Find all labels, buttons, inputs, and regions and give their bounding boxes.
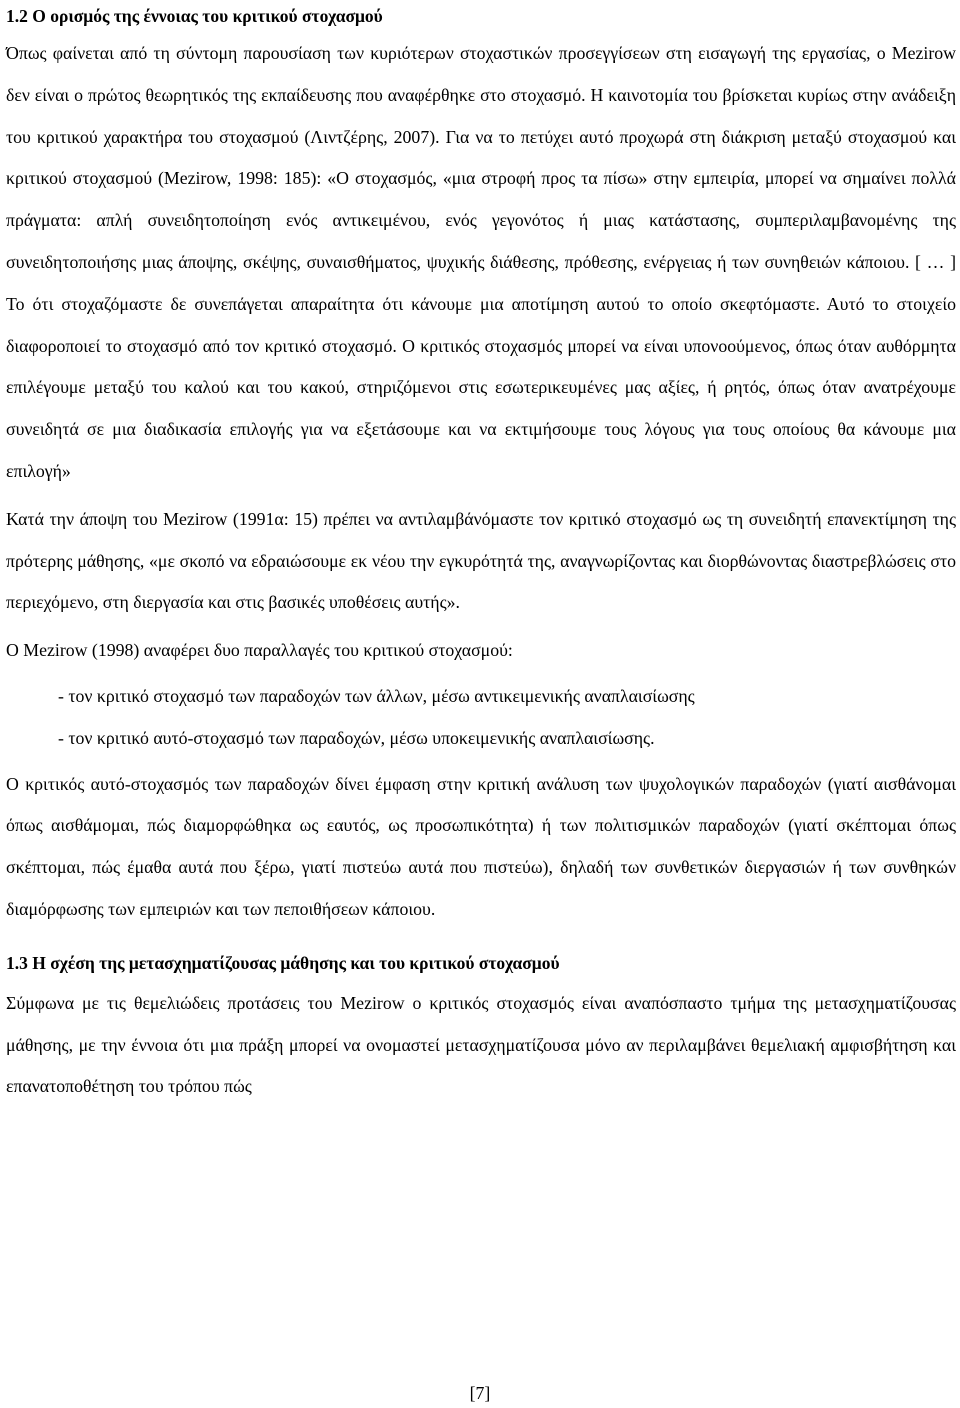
section-heading-1-3: 1.3 Η σχέση της μετασχηματίζουσας μάθησης και του κριτικού στοχασμού: [6, 952, 560, 973]
paragraph-definition: Όπως φαίνεται από τη σύντομη παρουσίαση των κυριότερων στοχαστικών προσεγγίσεων στη εισαγωγή της εργασίας, ο Mezirow δεν είναι ο πρώτος θεωρητικός της εκπαίδευσης που αναφέρθηκε στο στοχασμό. Η καινοτομία του βρίσκεται κυρίως στην ανάδειξη του κριτικού χαρακτήρα του στοχασμού (Λιντζέρης, 2007). Για να το πετύχει αυτό προχωρά στη διάκριση μεταξύ στοχασμού και κριτικού στοχασμού (Mezirow, 1998: 185): «Ο στοχασμός, «μια στροφή προς τα πίσω» στην εμπειρία, μπορεί να σημαίνει πολλά πράγματα: απλή συνειδητοποίηση ενός αντικειμένου, ενός γεγονότος ή μιας κατάστασης, συμπεριλαμβανομένης της συνειδητοποιήσης μιας άποψης, σκέψης, συναισθήματος, ψυχικής διάθεσης, πρόθεσης, ενέργειας ή των συνηθειών κάποιου. [ … ] Το ότι στοχαζόμαστε δε συνεπάγεται απαραίτητα ότι κάνουμε μια αποτίμηση αυτού το οποίο σκεφτόμαστε. Αυτό το στοιχείο διαφοροποιεί το στοχασμό από τον κριτικό στοχασμό. Ο κριτικός στοχασμός μπορεί να είναι υπονοούμενος, όπως όταν αυθόρμητα επιλέγουμε μεταξύ του καλού και του κακού, στηριζόμενοι στις εσωτερικευμένες μας αξίες, ή ρητός, όπως όταν ανατρέχουμε συνειδητά σε μια διαδικασία επιλογής για να εξετάσουμε και να εκτιμήσουμε τους λόγους για τους οποίους θα κάνουμε μια επιλογή»: [6, 43, 956, 481]
page-number: [7]: [469, 1383, 491, 1403]
variations-list: [6, 676, 956, 760]
paragraph-mezirow-1991: Κατά την άποψη του Mezirow (1991α: 15) πρέπει να αντιλαμβάνόμαστε τον κριτικό στοχασμό ως τη συνειδητή επανεκτίμηση της πρότερης μάθησης, «με σκοπό να εδραιώσουμε εκ νέου την εγκυρότητά της, αναγνωρίζοντας και διορθώνοντας διαστρεβλώσεις στο περιεχόμενο, στη διεργασία και στις βασικές υποθέσεις αυτής».: [6, 508, 956, 613]
document-page: [6, 0, 956, 1108]
paragraph-self-reflection: Ο κριτικός αυτό-στοχασμός των παραδοχών δίνει έμφαση στην κριτική ανάλυση των ψυχολογικών παραδοχών (γιατί αισθάνομαι όπως αισθάμομαι, πώς διαμορφώθηκα ως εαυτός, ως προσωπικότητα) ή των πολιτισμικών παραδοχών (γιατί σκέπτομαι όπως σκέπτομαι, πώς έμαθα αυτά που ξέρω, γιατί πιστεύω αυτά που πιστεύω), δηλαδή των συνθετικών διεργασιών ή των συνθηκών διαμόρφωσης των εμπειριών και των πεποιθήσεων κάποιου.: [6, 773, 956, 919]
paragraph-transformative-learning: Σύμφωνα με τις θεμελιώδεις προτάσεις του Mezirow ο κριτικός στοχασμός είναι αναπόσπαστο τμήμα της μετασχηματίζουσας μάθησης, με την έννοια ότι μια πράξη μπορεί να ονομαστεί μετασχηματίζουσα μόνο αν περιλαμβάνει θεμελιακή αμφισβήτηση και επανατοποθέτηση του τρόπου πώς: [6, 992, 956, 1097]
paragraph-variations-intro: Ο Mezirow (1998) αναφέρει δυο παραλλαγές του κριτικού στοχασμού:: [6, 640, 513, 661]
list-item: - τον κριτικό στοχασμό των παραδοχών των άλλων, μέσω αντικειμενικής αναπλαισίωσης: [58, 685, 695, 706]
list-item: - τον κριτικό αυτό-στοχασμό των παραδοχών, μέσω υποκειμενικής αναπλαισίωσης.: [58, 727, 655, 748]
section-heading-1-2: 1.2 Ο ορισμός της έννοιας του κριτικού στοχασμού: [6, 6, 383, 26]
